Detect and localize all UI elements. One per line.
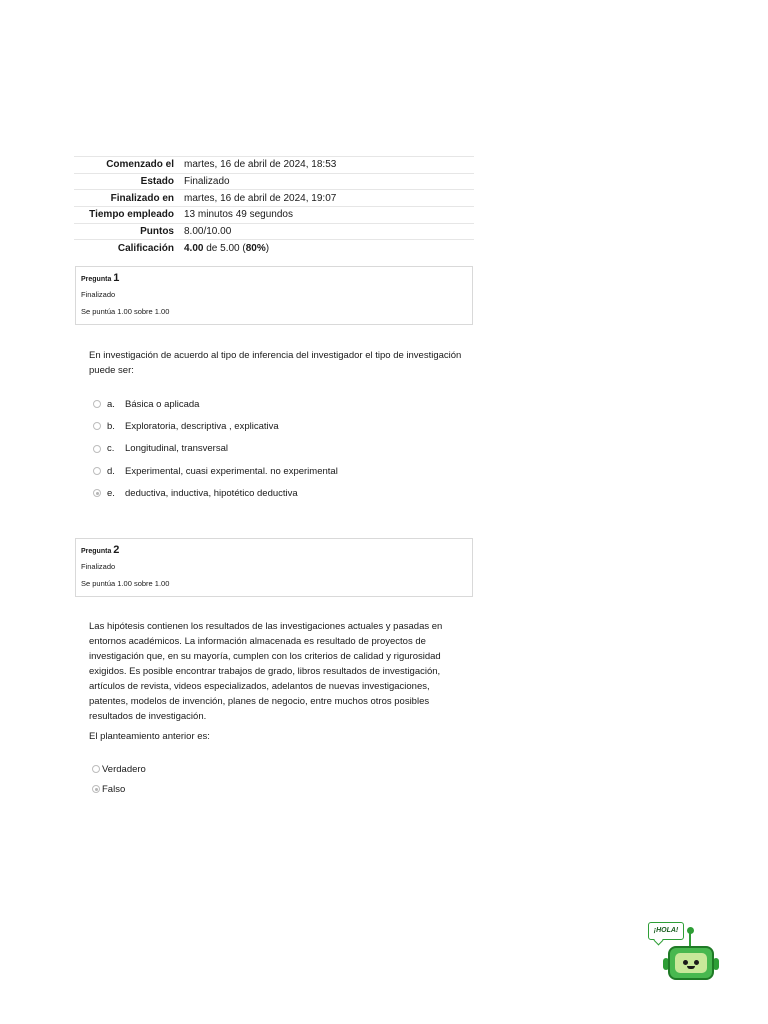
summary-row-time bbox=[74, 207, 474, 224]
points-value: 8.00/10.00 bbox=[184, 226, 232, 238]
answer-option-false[interactable] bbox=[92, 779, 146, 799]
question-1-number bbox=[81, 272, 119, 284]
summary-row-grade bbox=[74, 240, 474, 257]
robot-eye-icon bbox=[694, 960, 699, 965]
time-label: Tiempo empleado bbox=[89, 209, 174, 221]
answer-option-a[interactable] bbox=[93, 393, 338, 415]
question-1-grade: Se puntúa 1.00 sobre 1.00 bbox=[81, 307, 170, 316]
option-text: Básica o aplicada bbox=[125, 398, 200, 410]
radio-true[interactable] bbox=[92, 765, 100, 773]
robot-face-icon bbox=[675, 953, 707, 973]
state-value: Finalizado bbox=[184, 176, 230, 188]
summary-row-started bbox=[74, 157, 474, 174]
chatbot-widget[interactable] bbox=[644, 918, 734, 988]
option-letter: a. bbox=[107, 398, 115, 410]
answer-option-d[interactable] bbox=[93, 460, 338, 482]
grade-percent: 80% bbox=[245, 243, 266, 255]
answer-option-b[interactable] bbox=[93, 415, 338, 437]
started-value: martes, 16 de abril de 2024, 18:53 bbox=[184, 159, 337, 171]
answer-option-c[interactable] bbox=[93, 438, 338, 460]
robot-icon[interactable] bbox=[668, 946, 714, 980]
question-number: 2 bbox=[113, 544, 120, 556]
finished-label: Finalizado en bbox=[110, 192, 174, 204]
grade-of: de 5.00 ( bbox=[206, 243, 246, 255]
summary-row-points bbox=[74, 223, 474, 240]
question-2-state: Finalizado bbox=[81, 562, 116, 571]
question-2-number bbox=[81, 544, 119, 556]
question-1-answers bbox=[93, 393, 338, 504]
question-2-answers bbox=[92, 759, 146, 799]
question-2-text: Las hipótesis contienen los resultados de las investigaciones actuales y pasadas en entornos académicos. La información almacenada es resultado de proyectos de investigación que, en su mayoría, cumplen con los criterios de calidad y rigurosidad exigidos. Es posible encontrar trabajos de grado, libros resultados de investigación, artículos de revista, videos especializados, adelantos de nuevas investigaciones, patentes, modelos de invención, planes de negocio, entre muchos otros posibles resultados de investigación. bbox=[89, 621, 443, 722]
radio-b[interactable] bbox=[93, 422, 101, 430]
points-label: Puntos bbox=[140, 226, 174, 238]
option-text: Longitudinal, transversal bbox=[125, 443, 228, 455]
started-label: Comenzado el bbox=[106, 159, 174, 171]
option-letter: d. bbox=[107, 465, 115, 477]
option-text: Experimental, cuasi experimental. no experimental bbox=[125, 465, 338, 477]
question-2-info bbox=[75, 538, 473, 597]
radio-d[interactable] bbox=[93, 467, 101, 475]
option-letter: b. bbox=[107, 420, 115, 432]
summary-row-state bbox=[74, 173, 474, 190]
question-label: Pregunta bbox=[81, 548, 112, 555]
question-number: 1 bbox=[113, 272, 120, 284]
robot-mouth-icon bbox=[687, 966, 695, 969]
radio-c[interactable] bbox=[93, 445, 101, 453]
option-text: Exploratoria, descriptiva , explicativa bbox=[125, 420, 279, 432]
time-value: 13 minutos 49 segundos bbox=[184, 209, 293, 221]
option-text: Verdadero bbox=[102, 763, 146, 775]
option-text: deductiva, inductiva, hipotético deductiva bbox=[125, 487, 298, 499]
grade-close: ) bbox=[265, 243, 270, 255]
question-2-grade: Se puntúa 1.00 sobre 1.00 bbox=[81, 579, 170, 588]
summary-row-finished bbox=[74, 190, 474, 207]
chatbot-greeting-bubble[interactable]: ¡HOLA! bbox=[648, 922, 684, 940]
radio-false-selected[interactable] bbox=[92, 785, 100, 793]
radio-a[interactable] bbox=[93, 400, 101, 408]
question-1-text: En investigación de acuerdo al tipo de inferencia del investigador el tipo de investigación puede ser: bbox=[89, 350, 462, 376]
grade-label: Calificación bbox=[117, 243, 174, 255]
grade-value bbox=[184, 240, 474, 257]
answer-option-true[interactable] bbox=[92, 759, 146, 779]
robot-eye-icon bbox=[683, 960, 688, 965]
question-label: Pregunta bbox=[81, 276, 112, 283]
option-letter: c. bbox=[107, 443, 115, 455]
attempt-summary-table bbox=[74, 156, 474, 257]
question-1-state: Finalizado bbox=[81, 290, 116, 299]
answer-option-e[interactable] bbox=[93, 482, 338, 504]
question-2-prompt: El planteamiento anterior es: bbox=[89, 731, 210, 742]
state-label: Estado bbox=[140, 176, 174, 188]
radio-e-selected[interactable] bbox=[93, 489, 101, 497]
question-1-info bbox=[75, 266, 473, 325]
grade-score: 4.00 bbox=[184, 243, 204, 255]
option-letter: e. bbox=[107, 487, 115, 499]
robot-antenna-icon bbox=[689, 932, 691, 946]
option-text: Falso bbox=[102, 783, 126, 795]
finished-value: martes, 16 de abril de 2024, 19:07 bbox=[184, 192, 337, 204]
